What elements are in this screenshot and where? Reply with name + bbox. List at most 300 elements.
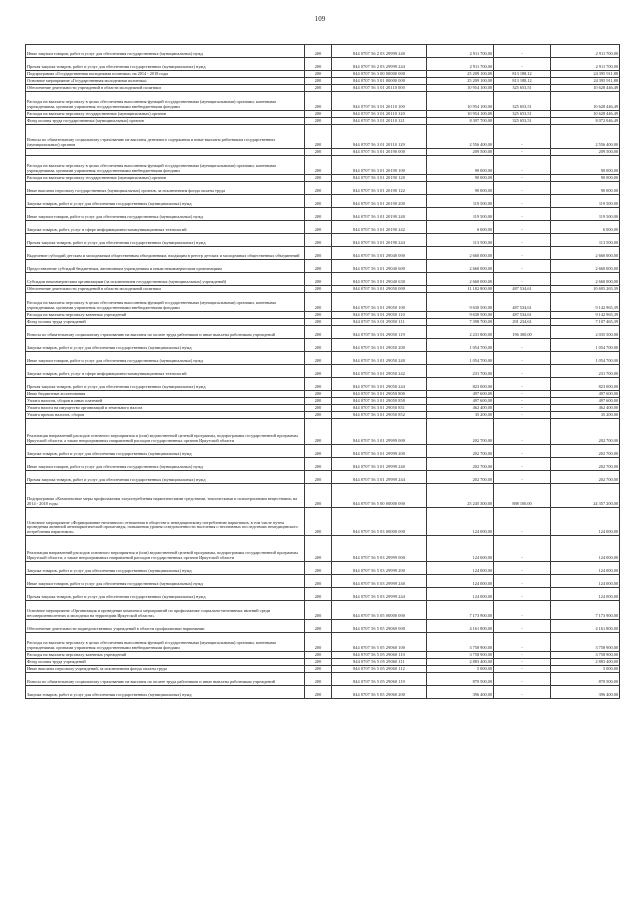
row-approved-amount-cell: 124 000,00 xyxy=(427,562,494,575)
row-approved-amount-cell: 10 954 100,00 xyxy=(427,111,494,118)
table-row xyxy=(26,326,620,339)
row-budget-code-cell: 844 0707 56 5 05 29060 111 xyxy=(332,659,427,666)
table-row xyxy=(26,312,620,319)
row-unexecuted-amount-cell: 487 534,61 xyxy=(494,293,551,312)
row-budget-code-cell: 844 0707 56 5 03 29999 244 xyxy=(332,588,427,601)
row-executed-amount-cell: 124 000,00 xyxy=(551,508,620,536)
row-unexecuted-amount-cell: - xyxy=(494,234,551,247)
row-unexecuted-amount-cell: - xyxy=(494,445,551,458)
row-budget-code-cell: 844 0707 56 3 01 20110 000 xyxy=(332,85,427,92)
row-approved-amount-cell: 2 660 000,00 xyxy=(427,273,494,286)
table-row xyxy=(26,659,620,666)
row-approved-amount-cell: 124 000,00 xyxy=(427,508,494,536)
row-line-code-cell: 200 xyxy=(305,312,332,319)
table-row xyxy=(26,666,620,673)
row-line-code-cell: 200 xyxy=(305,78,332,85)
row-executed-amount-cell: 90 000,00 xyxy=(551,182,620,195)
row-executed-amount-cell: 209 500,00 xyxy=(551,149,620,156)
row-unexecuted-amount-cell: 291 234,61 xyxy=(494,319,551,326)
table-row xyxy=(26,221,620,234)
row-line-code-cell: 200 xyxy=(305,484,332,508)
row-name-cell: Взносы по обязательному социальному страхованию на выплаты денежного содержания и иные выплаты работникам государственных (муниципальных) органов xyxy=(26,125,305,149)
row-line-code-cell: 200 xyxy=(305,666,332,673)
row-line-code-cell: 200 xyxy=(305,118,332,125)
row-executed-amount-cell: 5 000,00 xyxy=(551,666,620,673)
row-budget-code-cell: 844 0707 56 3 01 29999 000 xyxy=(332,419,427,445)
table-row xyxy=(26,391,620,398)
row-approved-amount-cell: 497 600,00 xyxy=(427,391,494,398)
table-row xyxy=(26,85,620,92)
row-line-code-cell: 200 xyxy=(305,111,332,118)
row-approved-amount-cell: 2 911 700,00 xyxy=(427,58,494,71)
row-approved-amount-cell: 497 600,00 xyxy=(427,398,494,405)
row-approved-amount-cell: 124 000,00 xyxy=(427,575,494,588)
row-line-code-cell: 200 xyxy=(305,71,332,78)
row-unexecuted-amount-cell: 487 534,61 xyxy=(494,312,551,319)
row-line-code-cell: 200 xyxy=(305,652,332,659)
row-executed-amount-cell: 202 700,00 xyxy=(551,458,620,471)
table-row xyxy=(26,633,620,652)
row-unexecuted-amount-cell: - xyxy=(494,405,551,412)
row-unexecuted-amount-cell: - xyxy=(494,58,551,71)
table-row xyxy=(26,588,620,601)
row-approved-amount-cell: 7 173 900,00 xyxy=(427,601,494,620)
row-unexecuted-amount-cell: - xyxy=(494,536,551,562)
row-approved-amount-cell: 462 400,00 xyxy=(427,405,494,412)
row-approved-amount-cell: 2 911 700,00 xyxy=(427,45,494,58)
row-approved-amount-cell: 25 209 100,00 xyxy=(427,78,494,85)
row-approved-amount-cell: 202 700,00 xyxy=(427,471,494,484)
row-budget-code-cell: 844 0707 56 5 03 29999 000 xyxy=(332,536,427,562)
row-line-code-cell: 200 xyxy=(305,508,332,536)
row-line-code-cell: 200 xyxy=(305,673,332,686)
row-approved-amount-cell: 202 700,00 xyxy=(427,445,494,458)
table-row xyxy=(26,45,620,58)
row-budget-code-cell: 844 0707 56 3 01 20110 121 xyxy=(332,118,427,125)
row-approved-amount-cell: 3 758 900,00 xyxy=(427,652,494,659)
row-name-cell: Основное мероприятие «Государственная молодежная политика» xyxy=(26,78,305,85)
row-name-cell: Реализация направлений расходов основного мероприятия и (или) ведомственной целевой программы, подпрограммы государственной программы Иркутской области, а также непрограммных направлений расходов государственных органов Иркутской области xyxy=(26,419,305,445)
table-row xyxy=(26,673,620,686)
row-budget-code-cell: 844 0707 56 3 01 20190 000 xyxy=(332,149,427,156)
row-executed-amount-cell: 124 000,00 xyxy=(551,562,620,575)
row-executed-amount-cell: 124 000,00 xyxy=(551,575,620,588)
row-unexecuted-amount-cell: - xyxy=(494,182,551,195)
row-budget-code-cell: 844 0707 56 5 05 29060 100 xyxy=(332,633,427,652)
row-budget-code-cell: 844 0707 56 3 01 29050 200 xyxy=(332,339,427,352)
row-approved-amount-cell: 119 500,00 xyxy=(427,208,494,221)
row-executed-amount-cell: 231 700,00 xyxy=(551,365,620,378)
table-row xyxy=(26,208,620,221)
row-executed-amount-cell: 24 357 200,00 xyxy=(551,484,620,508)
row-budget-code-cell: 844 0707 56 3 01 20190 120 xyxy=(332,175,427,182)
row-line-code-cell: 200 xyxy=(305,398,332,405)
row-approved-amount-cell: 7 398 700,00 xyxy=(427,319,494,326)
row-name-cell: Расходы на выплаты персоналу в целях обеспечения выполнения функций государственными (муниципальными) органами, казенными учреждениями, органами управления государственными внебюджетными фондами xyxy=(26,156,305,175)
row-line-code-cell: 200 xyxy=(305,412,332,419)
row-unexecuted-amount-cell: - xyxy=(494,686,551,699)
table-row xyxy=(26,365,620,378)
row-line-code-cell: 200 xyxy=(305,319,332,326)
table-row xyxy=(26,195,620,208)
row-approved-amount-cell: 124 000,00 xyxy=(427,536,494,562)
row-executed-amount-cell: 90 000,00 xyxy=(551,175,620,182)
row-budget-code-cell: 844 0707 56 5 05 29060 112 xyxy=(332,666,427,673)
row-unexecuted-amount-cell: - xyxy=(494,471,551,484)
row-approved-amount-cell: 4 161 800,00 xyxy=(427,620,494,633)
table-row xyxy=(26,273,620,286)
row-budget-code-cell: 844 0707 56 5 00 00000 000 xyxy=(332,484,427,508)
row-line-code-cell: 200 xyxy=(305,125,332,149)
row-executed-amount-cell: 3 758 900,00 xyxy=(551,633,620,652)
row-name-cell: Обеспечение деятельности подведомственных учреждений в области профилактики наркомании xyxy=(26,620,305,633)
row-name-cell: Закупка товаров, работ и услуг для обеспечения государственных (муниципальных) нужд xyxy=(26,686,305,699)
row-approved-amount-cell: 25 209 100,00 xyxy=(427,71,494,78)
table-row xyxy=(26,471,620,484)
row-name-cell: Фонд оплаты труда учреждений xyxy=(26,319,305,326)
row-unexecuted-amount-cell: - xyxy=(494,175,551,182)
table-row xyxy=(26,562,620,575)
row-unexecuted-amount-cell: - xyxy=(494,149,551,156)
row-line-code-cell: 200 xyxy=(305,156,332,175)
row-budget-code-cell: 844 0707 56 5 03 29999 240 xyxy=(332,575,427,588)
row-line-code-cell: 200 xyxy=(305,339,332,352)
row-name-cell: Подпрограмма «Государственная молодежная политика» на 2014 - 2018 годы xyxy=(26,71,305,78)
row-name-cell: Основное мероприятие «Организация и проведение комплекса мероприятий по профилактике социально-негативных явлений среди несовершеннолетних и молодежи на территории Иркутской области» xyxy=(26,601,305,620)
table-row xyxy=(26,175,620,182)
row-unexecuted-amount-cell: - xyxy=(494,588,551,601)
row-executed-amount-cell: 2 911 700,00 xyxy=(551,45,620,58)
row-budget-code-cell: 844 0707 56 5 05 29060 000 xyxy=(332,620,427,633)
row-executed-amount-cell: 10 628 446,49 xyxy=(551,111,620,118)
row-name-cell: Закупка товаров, работ и услуг для обеспечения государственных (муниципальных) нужд xyxy=(26,445,305,458)
row-budget-code-cell: 844 0707 56 3 01 20110 120 xyxy=(332,111,427,118)
row-line-code-cell: 200 xyxy=(305,286,332,293)
row-budget-code-cell: 844 0707 56 3 01 20190 242 xyxy=(332,221,427,234)
row-name-cell: Иные закупки товаров, работ и услуг для обеспечения государственных (муниципальных) нужд xyxy=(26,352,305,365)
row-executed-amount-cell: 119 500,00 xyxy=(551,208,620,221)
table-row xyxy=(26,405,620,412)
table-row xyxy=(26,339,620,352)
row-line-code-cell: 200 xyxy=(305,293,332,312)
row-approved-amount-cell: 202 700,00 xyxy=(427,458,494,471)
row-executed-amount-cell: 497 600,00 xyxy=(551,398,620,405)
row-line-code-cell: 200 xyxy=(305,260,332,273)
row-executed-amount-cell: 113 500,00 xyxy=(551,234,620,247)
row-budget-code-cell: 844 0707 56 3 01 29999 244 xyxy=(332,471,427,484)
table-row xyxy=(26,78,620,85)
row-budget-code-cell: 844 0707 56 3 01 29050 800 xyxy=(332,391,427,398)
row-name-cell: Предоставление субсидий бюджетным, автономным учреждениям и иным некоммерческим организациям xyxy=(26,260,305,273)
row-name-cell: Закупка товаров, работ, услуг в сфере информационно-коммуникационных технологий xyxy=(26,221,305,234)
row-executed-amount-cell: 2 660 000,00 xyxy=(551,273,620,286)
row-line-code-cell: 200 xyxy=(305,92,332,111)
row-unexecuted-amount-cell: 325 653,51 xyxy=(494,111,551,118)
table-row xyxy=(26,412,620,419)
row-budget-code-cell: 844 0707 56 3 01 29050 242 xyxy=(332,365,427,378)
row-approved-amount-cell: 2 660 000,00 xyxy=(427,260,494,273)
row-unexecuted-amount-cell: - xyxy=(494,666,551,673)
row-approved-amount-cell: 1 054 700,00 xyxy=(427,339,494,352)
page-number: 109 xyxy=(314,15,326,23)
row-name-cell: Закупка товаров, работ, услуг в сфере информационно-коммуникационных технологий xyxy=(26,365,305,378)
row-budget-code-cell: 844 0707 56 3 01 29999 200 xyxy=(332,445,427,458)
table-row xyxy=(26,508,620,536)
table-row xyxy=(26,111,620,118)
row-approved-amount-cell: 3 758 900,00 xyxy=(427,633,494,652)
row-executed-amount-cell: 1 054 700,00 xyxy=(551,339,620,352)
row-approved-amount-cell: 11 182 800,00 xyxy=(427,286,494,293)
row-executed-amount-cell: 202 700,00 xyxy=(551,445,620,458)
row-budget-code-cell: 844 0707 56 3 01 20190 100 xyxy=(332,156,427,175)
row-line-code-cell: 200 xyxy=(305,221,332,234)
row-name-cell xyxy=(26,149,305,156)
row-budget-code-cell: 844 0707 56 5 05 29060 200 xyxy=(332,686,427,699)
row-budget-code-cell: 844 0707 56 3 01 20190 244 xyxy=(332,234,427,247)
row-budget-code-cell: 844 0707 56 3 01 20190 122 xyxy=(332,182,427,195)
row-executed-amount-cell: 8 072 046,49 xyxy=(551,118,620,125)
row-line-code-cell: 200 xyxy=(305,208,332,221)
row-line-code-cell: 200 xyxy=(305,419,332,445)
table-row xyxy=(26,484,620,508)
row-line-code-cell: 200 xyxy=(305,620,332,633)
row-name-cell: Реализация направлений расходов основного мероприятия и (или) ведомственной целевой программы, подпрограммы государственной программы Иркутской области, а также непрограммных направлений расходов государственных органов Иркутской области xyxy=(26,536,305,562)
row-approved-amount-cell: 90 000,00 xyxy=(427,182,494,195)
row-executed-amount-cell: 396 400,00 xyxy=(551,686,620,699)
row-unexecuted-amount-cell: - xyxy=(494,620,551,633)
table-row xyxy=(26,293,620,312)
row-executed-amount-cell: 10 628 446,49 xyxy=(551,85,620,92)
row-executed-amount-cell: 3 758 900,00 xyxy=(551,652,620,659)
row-unexecuted-amount-cell: 813 188,12 xyxy=(494,71,551,78)
row-budget-code-cell: 844 0707 56 3 01 29050 111 xyxy=(332,319,427,326)
row-executed-amount-cell: 10 695 265,39 xyxy=(551,286,620,293)
row-executed-amount-cell: 35 200,00 xyxy=(551,412,620,419)
row-unexecuted-amount-cell: - xyxy=(494,673,551,686)
row-budget-code-cell: 844 0707 56 3 01 29040 630 xyxy=(332,273,427,286)
table-row xyxy=(26,445,620,458)
row-unexecuted-amount-cell: - xyxy=(494,195,551,208)
row-approved-amount-cell: 119 500,00 xyxy=(427,195,494,208)
row-unexecuted-amount-cell: - xyxy=(494,208,551,221)
table-row xyxy=(26,247,620,260)
row-approved-amount-cell: 2 556 400,00 xyxy=(427,125,494,149)
row-executed-amount-cell: 10 628 446,49 xyxy=(551,92,620,111)
row-unexecuted-amount-cell: - xyxy=(494,391,551,398)
table-row xyxy=(26,652,620,659)
table-row xyxy=(26,536,620,562)
row-line-code-cell: 200 xyxy=(305,365,332,378)
row-name-cell: Выделение субсидий детским и молодежным общественным объединениям, входящим в реестр детских и молодежных общественных объединений xyxy=(26,247,305,260)
row-unexecuted-amount-cell: - xyxy=(494,398,551,405)
row-approved-amount-cell: 25 245 300,00 xyxy=(427,484,494,508)
row-name-cell: Иные выплаты персоналу учреждений, за исключением фонда оплаты труда xyxy=(26,666,305,673)
row-budget-code-cell: 844 0707 56 3 01 29050 000 xyxy=(332,286,427,293)
row-unexecuted-amount-cell: - xyxy=(494,508,551,536)
row-unexecuted-amount-cell: - xyxy=(494,247,551,260)
row-line-code-cell: 200 xyxy=(305,273,332,286)
row-executed-amount-cell: 870 500,00 xyxy=(551,673,620,686)
row-budget-code-cell: 844 0707 56 2 03 29999 240 xyxy=(332,45,427,58)
table-row xyxy=(26,575,620,588)
row-executed-amount-cell: 2 911 700,00 xyxy=(551,58,620,71)
row-executed-amount-cell: 1 054 700,00 xyxy=(551,352,620,365)
row-name-cell: Субсидии некоммерческим организациям (за исключением государственных (муниципальных) учреждений) xyxy=(26,273,305,286)
row-executed-amount-cell: 124 000,00 xyxy=(551,588,620,601)
row-name-cell: Обеспечение деятельности учреждений в области молодежной политики xyxy=(26,85,305,92)
row-unexecuted-amount-cell: - xyxy=(494,458,551,471)
row-unexecuted-amount-cell: 487 534,61 xyxy=(494,286,551,293)
row-name-cell: Расходы на выплаты персоналу государственных (муниципальных) органов xyxy=(26,175,305,182)
row-name-cell: Иные закупки товаров, работ и услуг для обеспечения государственных (муниципальных) нужд xyxy=(26,458,305,471)
row-budget-code-cell: 844 0707 56 3 01 29050 240 xyxy=(332,352,427,365)
row-approved-amount-cell: 870 500,00 xyxy=(427,673,494,686)
row-line-code-cell: 200 xyxy=(305,686,332,699)
row-name-cell: Фонд оплаты труда государственных (муниципальных) органов xyxy=(26,118,305,125)
row-name-cell: Закупка товаров, работ и услуг для обеспечения государственных (муниципальных) нужд xyxy=(26,195,305,208)
table-row xyxy=(26,686,620,699)
row-name-cell: Прочая закупка товаров, работ и услуг для обеспечения государственных (муниципальных) нужд xyxy=(26,58,305,71)
table-row xyxy=(26,398,620,405)
row-line-code-cell: 200 xyxy=(305,326,332,339)
row-name-cell: Прочая закупка товаров, работ и услуг для обеспечения государственных (муниципальных) нужд xyxy=(26,378,305,391)
row-executed-amount-cell: 2 035 500,00 xyxy=(551,326,620,339)
row-name-cell: Прочая закупка товаров, работ и услуг для обеспечения государственных (муниципальных) нужд xyxy=(26,234,305,247)
table-row xyxy=(26,182,620,195)
row-approved-amount-cell: 10 954 100,00 xyxy=(427,92,494,111)
row-name-cell: Взносы по обязательному социальному страхованию на выплаты по оплате труда работников и иные выплаты работникам учреждений xyxy=(26,326,305,339)
row-name-cell: Расходы на выплаты персоналу государственных (муниципальных) органов xyxy=(26,111,305,118)
row-line-code-cell: 200 xyxy=(305,458,332,471)
row-budget-code-cell: 844 0707 56 3 01 20110 129 xyxy=(332,125,427,149)
row-line-code-cell: 200 xyxy=(305,175,332,182)
row-approved-amount-cell: 2 660 000,00 xyxy=(427,247,494,260)
table-row xyxy=(26,71,620,78)
table-row xyxy=(26,352,620,365)
row-name-cell: Прочая закупка товаров, работ и услуг для обеспечения государственных (муниципальных) нужд xyxy=(26,588,305,601)
table-row xyxy=(26,458,620,471)
row-executed-amount-cell: 9 142 965,39 xyxy=(551,312,620,319)
row-approved-amount-cell: 823 000,00 xyxy=(427,378,494,391)
row-line-code-cell: 200 xyxy=(305,247,332,260)
row-line-code-cell: 200 xyxy=(305,601,332,620)
row-line-code-cell: 200 xyxy=(305,588,332,601)
row-budget-code-cell: 844 0707 56 3 01 00000 000 xyxy=(332,78,427,85)
row-budget-code-cell: 844 0707 56 5 05 29060 110 xyxy=(332,652,427,659)
row-budget-code-cell: 844 0707 56 3 01 29040 600 xyxy=(332,260,427,273)
row-unexecuted-amount-cell: - xyxy=(494,125,551,149)
row-unexecuted-amount-cell: - xyxy=(494,365,551,378)
row-budget-code-cell: 844 0707 56 5 05 00000 000 xyxy=(332,601,427,620)
row-unexecuted-amount-cell: - xyxy=(494,221,551,234)
row-line-code-cell: 200 xyxy=(305,182,332,195)
row-line-code-cell: 200 xyxy=(305,471,332,484)
row-approved-amount-cell: 10 954 100,00 xyxy=(427,85,494,92)
row-line-code-cell: 200 xyxy=(305,562,332,575)
row-budget-code-cell: 844 0707 56 3 01 20190 200 xyxy=(332,195,427,208)
row-unexecuted-amount-cell: 325 653,51 xyxy=(494,118,551,125)
row-budget-code-cell: 844 0707 56 3 01 29040 000 xyxy=(332,247,427,260)
row-line-code-cell: 200 xyxy=(305,58,332,71)
row-line-code-cell: 200 xyxy=(305,391,332,398)
row-executed-amount-cell: 24 395 911,88 xyxy=(551,78,620,85)
row-approved-amount-cell: 396 400,00 xyxy=(427,686,494,699)
row-approved-amount-cell: 1 054 700,00 xyxy=(427,352,494,365)
row-unexecuted-amount-cell: - xyxy=(494,412,551,419)
row-executed-amount-cell: 823 000,00 xyxy=(551,378,620,391)
table-row xyxy=(26,156,620,175)
row-name-cell: Закупка товаров, работ и услуг для обеспечения государственных (муниципальных) нужд xyxy=(26,562,305,575)
row-budget-code-cell: 844 0707 56 3 01 29050 100 xyxy=(332,293,427,312)
row-name-cell: Обеспечение деятельности учреждений в области молодежной политики xyxy=(26,286,305,293)
row-name-cell: Иные закупки товаров, работ и услуг для обеспечения государственных (муниципальных) нужд xyxy=(26,575,305,588)
row-executed-amount-cell: 124 000,00 xyxy=(551,536,620,562)
row-line-code-cell: 200 xyxy=(305,575,332,588)
row-executed-amount-cell: 7 173 900,00 xyxy=(551,601,620,620)
row-executed-amount-cell: 9 142 965,39 xyxy=(551,293,620,312)
row-approved-amount-cell: 5 000,00 xyxy=(427,666,494,673)
row-name-cell: Уплата налогов, сборов и иных платежей xyxy=(26,398,305,405)
row-executed-amount-cell: 90 000,00 xyxy=(551,156,620,175)
row-budget-code-cell: 844 0707 56 5 03 29999 200 xyxy=(332,562,427,575)
row-executed-amount-cell: 2 660 000,00 xyxy=(551,247,620,260)
row-approved-amount-cell: 6 000,00 xyxy=(427,221,494,234)
table-row xyxy=(26,260,620,273)
row-name-cell: Расходы на выплаты персоналу казенных учреждений xyxy=(26,652,305,659)
row-executed-amount-cell: 497 600,00 xyxy=(551,391,620,398)
row-approved-amount-cell: 2 883 400,00 xyxy=(427,659,494,666)
table-row xyxy=(26,319,620,326)
row-line-code-cell: 200 xyxy=(305,445,332,458)
row-unexecuted-amount-cell: 888 100,00 xyxy=(494,484,551,508)
row-approved-amount-cell: 8 397 700,00 xyxy=(427,118,494,125)
row-budget-code-cell: 844 0707 56 2 03 29999 244 xyxy=(332,58,427,71)
row-unexecuted-amount-cell: - xyxy=(494,652,551,659)
row-approved-amount-cell: 209 500,00 xyxy=(427,149,494,156)
row-executed-amount-cell: 2 660 000,00 xyxy=(551,260,620,273)
row-executed-amount-cell: 2 883 400,00 xyxy=(551,659,620,666)
row-budget-code-cell: 844 0707 56 3 01 29050 119 xyxy=(332,326,427,339)
row-budget-code-cell: 844 0707 56 5 05 29060 119 xyxy=(332,673,427,686)
row-name-cell: Иные закупки товаров, работ и услуг для обеспечения государственных (муниципальных) нужд xyxy=(26,45,305,58)
row-name-cell: Расходы на выплаты персоналу в целях обеспечения выполнения функций государственными (муниципальными) органами, казенными учреждениями, органами управления государственными внебюджетными фондами xyxy=(26,633,305,652)
row-unexecuted-amount-cell: - xyxy=(494,601,551,620)
row-executed-amount-cell: 119 500,00 xyxy=(551,195,620,208)
row-budget-code-cell: 844 0707 56 3 01 29050 850 xyxy=(332,398,427,405)
row-name-cell: Расходы на выплаты персоналу в целях обеспечения выполнения функций государственными (муниципальными) органами, казенными учреждениями, органами управления государственными внебюджетными фондами xyxy=(26,92,305,111)
row-budget-code-cell: 844 0707 56 3 01 20190 240 xyxy=(332,208,427,221)
row-unexecuted-amount-cell: 325 653,51 xyxy=(494,85,551,92)
row-line-code-cell: 200 xyxy=(305,633,332,652)
row-executed-amount-cell: 24 395 911,88 xyxy=(551,71,620,78)
row-executed-amount-cell: 462 400,00 xyxy=(551,405,620,412)
row-name-cell: Взносы по обязательному социальному страхованию на выплаты по оплате труда работников и иные выплаты работникам учреждений xyxy=(26,673,305,686)
row-unexecuted-amount-cell: - xyxy=(494,273,551,286)
row-line-code-cell: 200 xyxy=(305,352,332,365)
row-executed-amount-cell: 7 107 465,39 xyxy=(551,319,620,326)
row-budget-code-cell: 844 0707 56 5 03 00000 000 xyxy=(332,508,427,536)
row-unexecuted-amount-cell: - xyxy=(494,339,551,352)
row-line-code-cell: 200 xyxy=(305,149,332,156)
table-row xyxy=(26,58,620,71)
row-approved-amount-cell: 90 000,00 xyxy=(427,175,494,182)
row-budget-code-cell: 844 0707 56 3 01 29050 852 xyxy=(332,412,427,419)
row-executed-amount-cell: 6 000,00 xyxy=(551,221,620,234)
row-unexecuted-amount-cell: 813 188,12 xyxy=(494,78,551,85)
row-unexecuted-amount-cell: - xyxy=(494,633,551,652)
row-budget-code-cell: 844 0707 56 3 00 00000 000 xyxy=(332,71,427,78)
row-approved-amount-cell: 90 000,00 xyxy=(427,156,494,175)
